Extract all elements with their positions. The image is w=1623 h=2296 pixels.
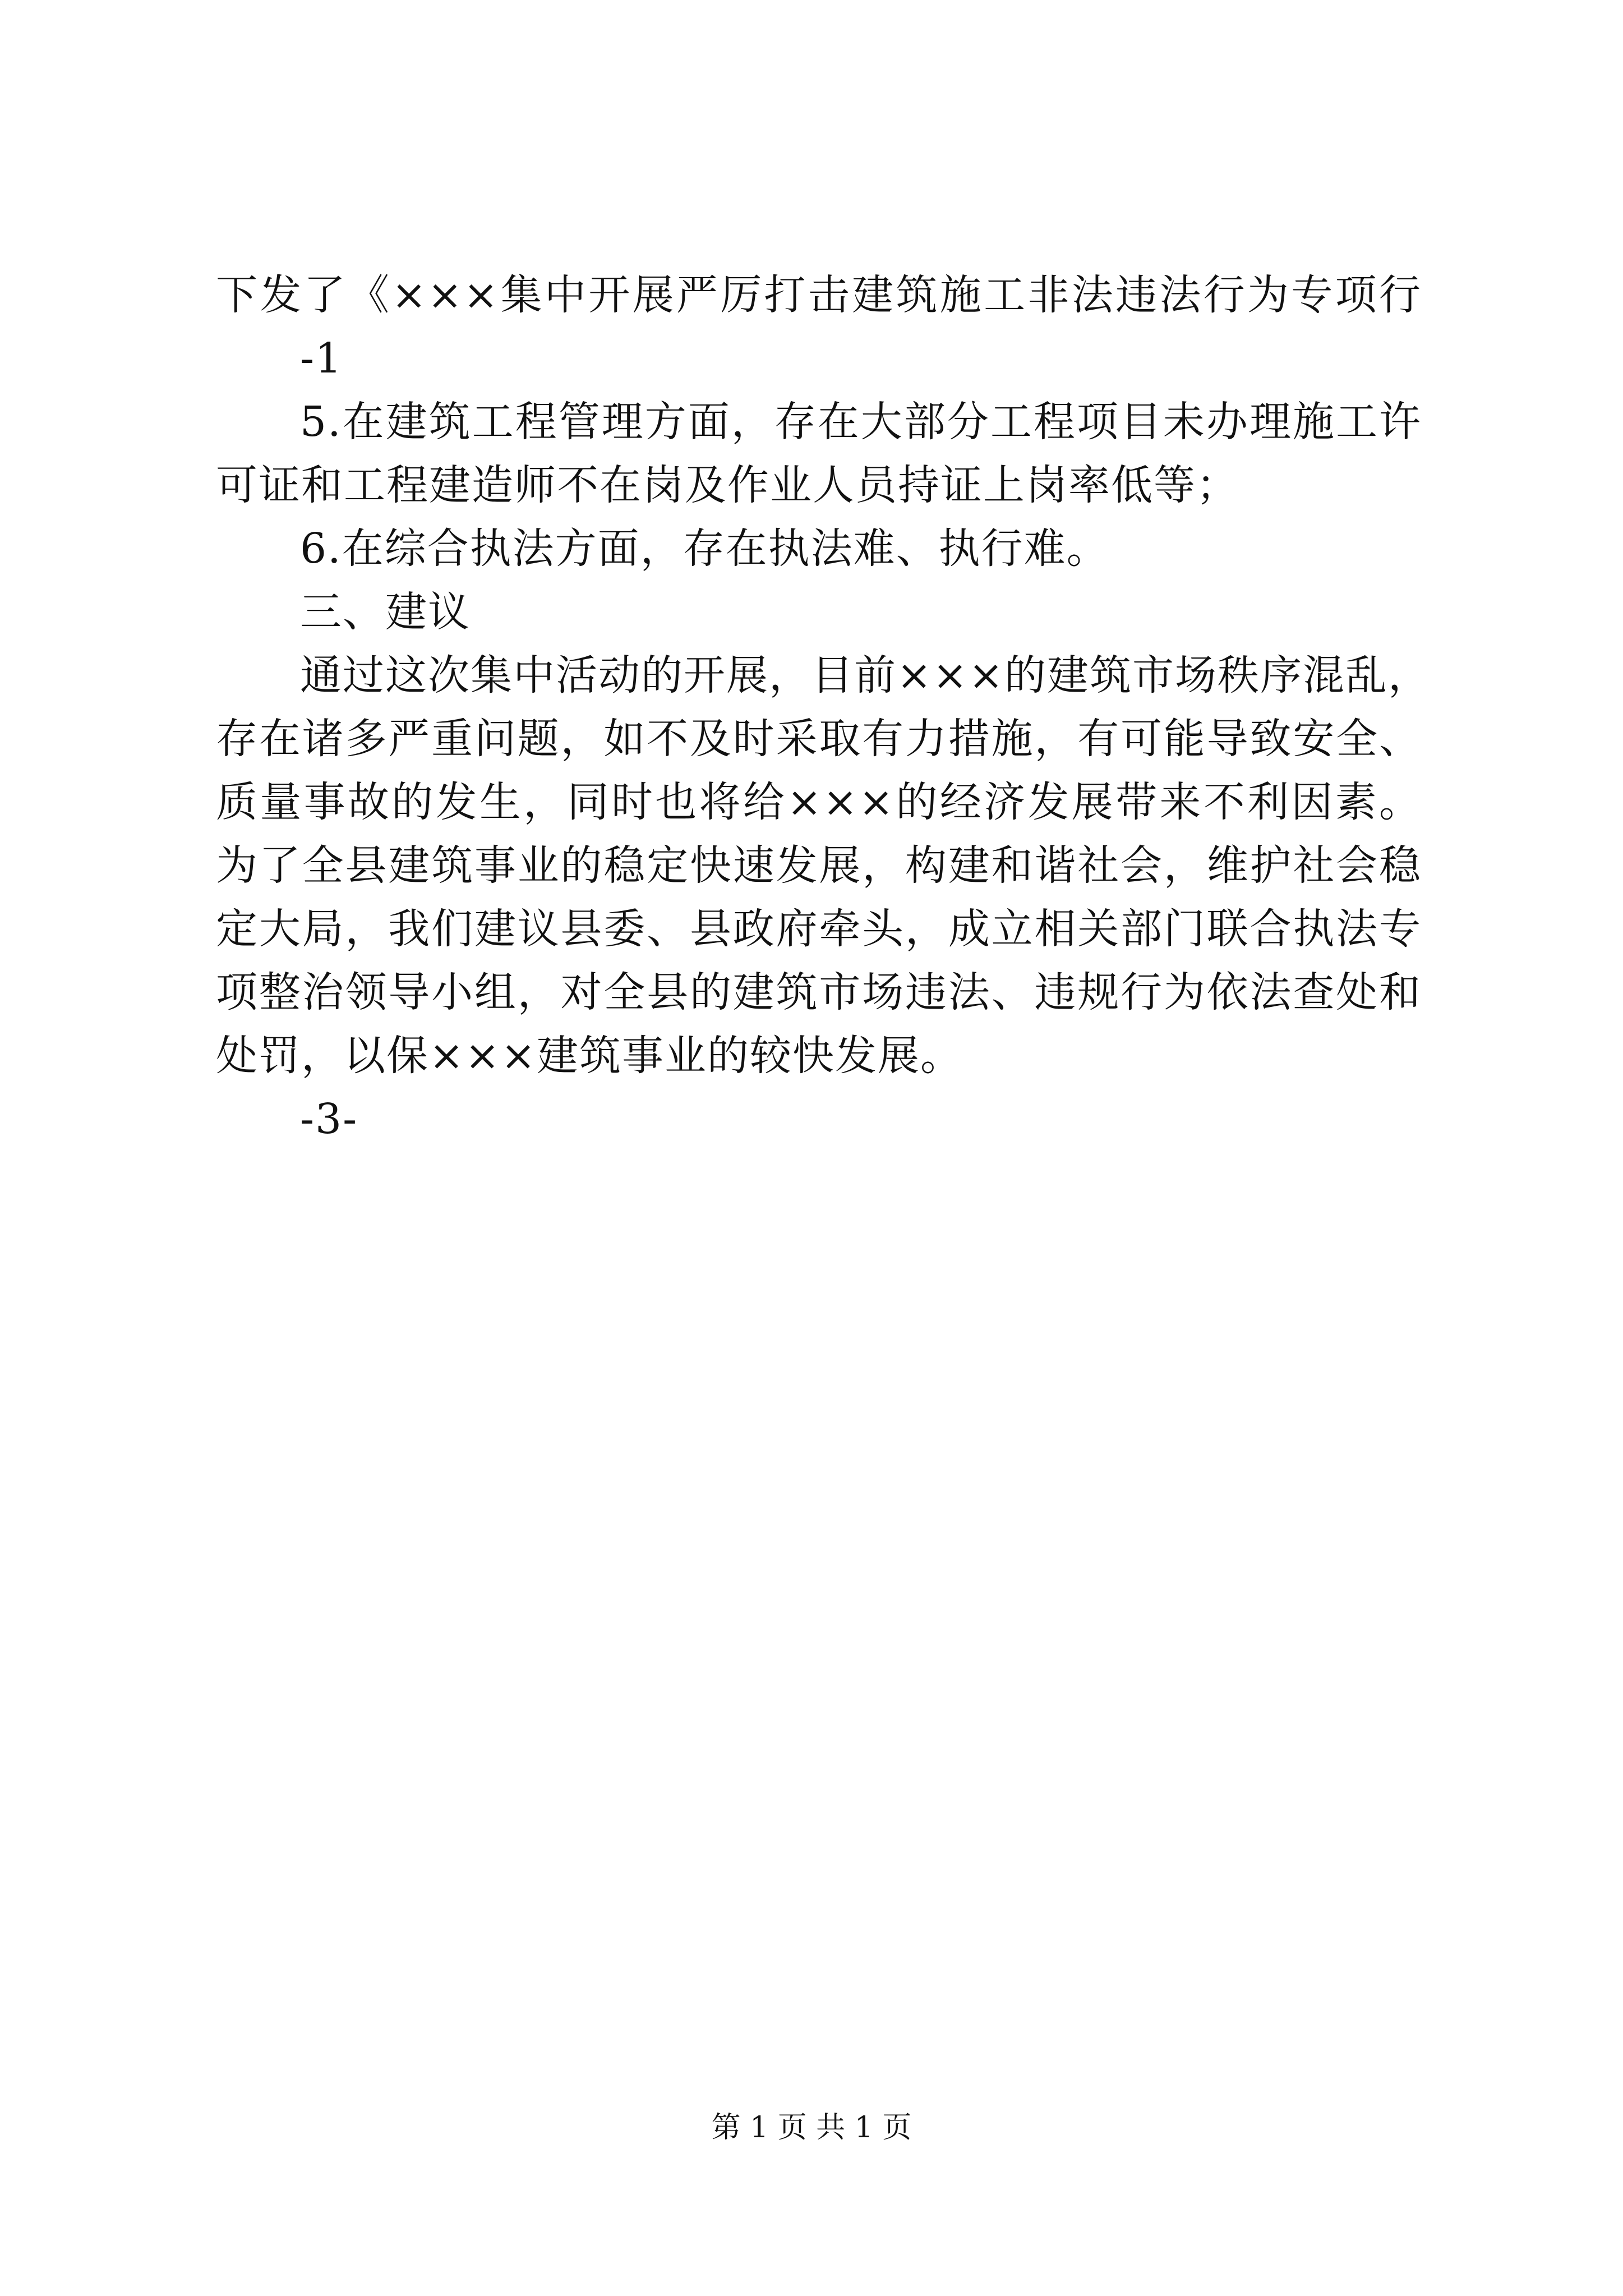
page-marker: -3- bbox=[300, 1095, 358, 1143]
text-line: 质量事故的发生，同时也将给×××的经济发展带来不利因素。 bbox=[216, 778, 1422, 826]
text-line: 可证和工程建造师不在岗及作业人员持证上岗率低等； bbox=[216, 461, 1239, 509]
document-body bbox=[216, 264, 1431, 1151]
text-line: 定大局，我们建议县委、县政府牵头，成立相关部门联合执法专 bbox=[216, 905, 1422, 953]
text-line: 下发了《×××集中开展严厉打击建筑施工非法违法行为专项行 bbox=[216, 271, 1422, 319]
text-line: 为了全县建筑事业的稳定快速发展，构建和谐社会，维护社会稳 bbox=[216, 841, 1422, 890]
section-heading: 三、建议 bbox=[300, 588, 471, 636]
text-line: 存在诸多严重问题，如不及时采取有力措施，有可能导致安全、 bbox=[216, 715, 1422, 763]
text-line: 5.在建筑工程管理方面，存在大部分工程项目未办理施工许 bbox=[300, 398, 1422, 446]
text-line: 通过这次集中活动的开展，目前×××的建筑市场秩序混乱， bbox=[300, 651, 1431, 700]
text-line: 处罚，以保×××建筑事业的较快发展。 bbox=[216, 1032, 963, 1080]
page-footer: 第 1 页 共 1 页 bbox=[711, 2111, 912, 2145]
text-line: 6.在综合执法方面，存在执法难、执行难。 bbox=[300, 524, 1109, 573]
page-marker: -1 bbox=[300, 334, 343, 383]
text-line: 项整治领导小组，对全县的建筑市场违法、违规行为依法查处和 bbox=[216, 968, 1422, 1016]
